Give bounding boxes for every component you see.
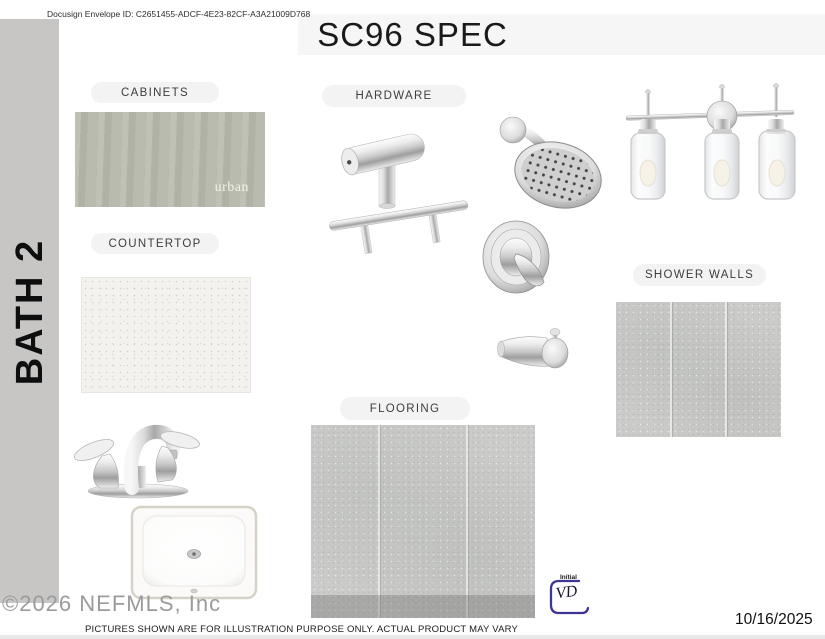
section-label-shower-walls: SHOWER WALLS [633,264,766,286]
centerset-faucet-image [72,398,204,500]
grout-line [466,425,468,618]
cabinets-finish-swatch [75,112,265,207]
countertop-swatch [82,278,250,392]
rectangular-undermount-sink-image [130,505,258,600]
cabinet-brand-text: urban [214,180,249,195]
section-label-hardware: HARDWARE [322,85,466,107]
room-label: BATH 2 [9,238,51,386]
docusign-initial-field[interactable] [546,574,590,618]
shower-valve-trim-image [480,220,556,302]
rain-shower-head-image [492,103,608,219]
shower-walls-tile-swatch [616,302,781,437]
grout-line [670,302,672,437]
cabinet-bar-pull-image [326,190,472,254]
disclaimer-text: PICTURES SHOWN ARE FOR ILLUSTRATION PURPOSE ONLY. ACTUAL PRODUCT MAY VARY [85,624,519,635]
grout-line [725,302,727,437]
section-label-countertop: COUNTERTOP [91,233,219,254]
room-sidebar [0,19,59,603]
mls-watermark: ©2026 NEFMLS, Inc [2,591,222,616]
initials-value: VD [554,582,579,603]
document-date: 10/16/2025 [735,611,813,628]
page-title: SC96 SPEC [317,16,508,53]
initial-field-label: Initial [560,574,577,581]
flooring-tile-swatch [311,425,535,618]
docusign-envelope-id: Docusign Envelope ID: C2651455-ADCF-4E23-82CF-A3A21009D768 [47,9,311,19]
section-label-cabinets: CABINETS [91,82,219,103]
tub-spout-image [493,326,583,376]
bottom-edge-strip [0,635,825,639]
grout-line [378,425,380,618]
section-label-flooring: FLOORING [340,397,470,420]
three-light-vanity-fixture-image [618,83,803,203]
flooring-swatch-shadow [311,595,535,618]
